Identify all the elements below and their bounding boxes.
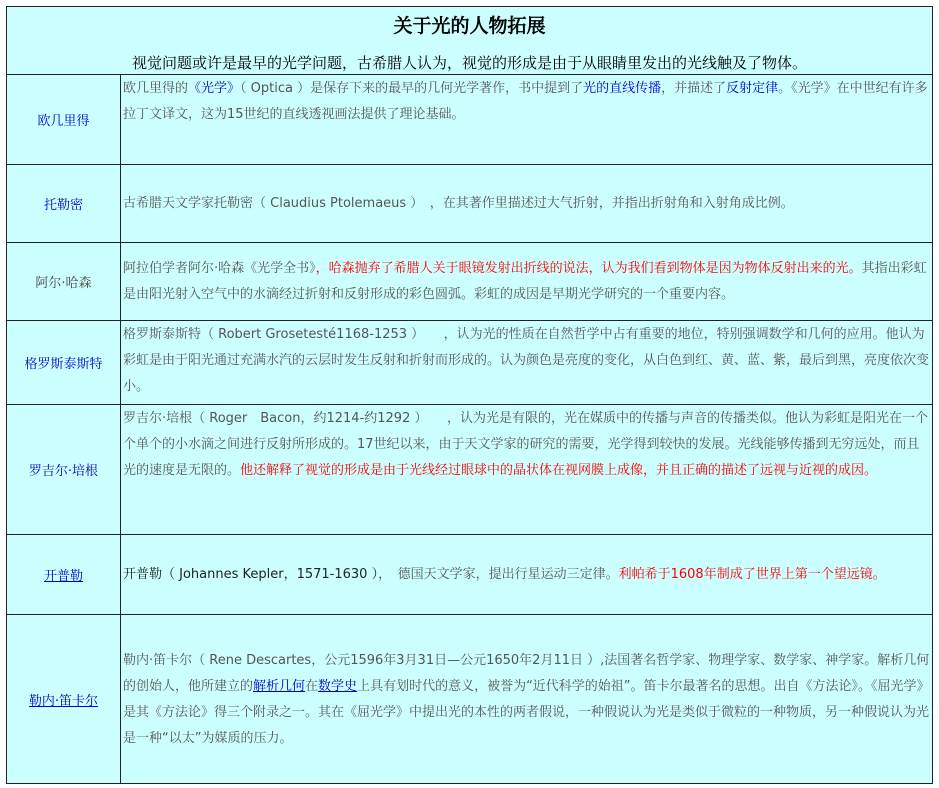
name-cell-bacon: 罗吉尔·培根: [7, 405, 121, 535]
analytic-geometry-link[interactable]: 解析几何: [253, 678, 306, 694]
desc-cell-euclid: [121, 75, 933, 165]
name-cell-ptolemy: 托勒密: [7, 165, 121, 243]
desc-cell-bacon: [121, 405, 933, 535]
table-row: [7, 405, 933, 535]
light-figures-table: [6, 6, 933, 784]
table-row: [7, 165, 933, 243]
desc-text: ，并描述了: [661, 81, 727, 96]
name-cell-alhazen: 阿尔·哈森: [7, 243, 121, 321]
highlight-text: 他还解释了视觉的形成是由于光线经过眼球中的晶状体在视网膜上成像，并且正确的描述了远视与近视的成因。: [240, 463, 878, 478]
table-row: [7, 75, 933, 165]
desc-text: 开普勒（ Johannes Kepler，1571-1630 ）: [123, 567, 379, 582]
desc-text: 。《光学》在中世纪有许多拉丁文译文，这为15世纪的直线透视画法提供了理论基础。: [123, 81, 928, 122]
table-row: [7, 243, 933, 321]
highlight-text: ，哈森抛弃了希腊人关于眼镜发射出折线的说法，认为我们看到物体是因为物体反射出来的光。: [315, 261, 862, 276]
desc-text: ， 德国天文学家，提出行星运动三定律。: [378, 567, 619, 582]
desc-cell-ptolemy: [121, 165, 933, 243]
desc-text: 格罗斯泰斯特（ Robert Grosetesté1168-1253 ） ，认为光的性质在自然哲学中占有重要的地位，特别强调数学和几何的应用。他认为彩虹是由于阳光通过充满水汽的云层时发生反射和折射而形成的。认为颜色是亮度的变化，从白色到红、黄、蓝、紫，最后到黑，亮度依次变小。: [123, 327, 930, 394]
desc-text: 罗吉尔·培根（ Roger Bacon，约1214-约1292 ） ，认为光是有限的，光在媒质中的传播与声音的传播类似。他认为彩虹是阳光在一个个单个的小水滴之间进行反射所形成的。17世纪以来，由于天文学家的研究的需要，光学得到较快的发展。光线能够传播到无穷远处，而且光的速度是无限的。: [123, 411, 928, 478]
rectilinear-propagation-link[interactable]: 光的直线传播: [583, 81, 662, 96]
desc-cell-kepler: [121, 535, 933, 615]
desc-text: （ Optica ）是保存下来的最早的几何光学著作，书中提到了: [240, 81, 584, 96]
table-row: [7, 615, 933, 784]
name-cell-euclid: 欧几里得: [7, 75, 121, 165]
name-link-descartes[interactable]: 勒内·笛卡尔: [7, 615, 121, 784]
name-link-kepler[interactable]: 开普勒: [7, 535, 121, 615]
table-row: [7, 535, 933, 615]
table-header: [7, 7, 933, 75]
desc-text: 阿拉伯学者阿尔·哈森《光学全书》: [123, 261, 316, 276]
reflection-law-link[interactable]: 反射定律: [726, 81, 779, 96]
desc-text: 其指出彩虹是由阳光射入空气中的水滴经过折射和反射形成的彩色圆弧。彩虹的成因是早期光学研究的一个重要内容。: [123, 261, 927, 302]
intro-text: 视觉问题或许是最早的光学问题，古希腊人认为，视觉的形成是由于从眼睛里发出的光线触及了物体。: [131, 54, 807, 72]
page-title: 关于光的人物拓展: [393, 15, 546, 37]
desc-text: 勒内·笛卡尔（ Rene Descartes，公元1596年3月31日—公元1650年2月11日 ）,法国著名哲学家、物理学家、数学家、神学家。解析几何的创始人，他所建立的: [123, 652, 930, 694]
table-row: [7, 321, 933, 405]
desc-cell-descartes: [121, 615, 933, 784]
math-history-link[interactable]: 数学史: [318, 678, 358, 694]
desc-text: 上具有划时代的意义，被誉为“近代科学的始祖”。笛卡尔最著名的思想。出自《方法论》。《屈光学》是其《方法论》得三个附录之一。其在《屈光学》中提出光的本性的两者假说，一种假说认为光是类似于微粒的一种物质，另一种假说认为光是一种“以太”为媒质的压力。: [123, 678, 930, 746]
name-cell-grosseteste: 格罗斯泰斯特: [7, 321, 121, 405]
highlight-text: 利帕希于1608年制成了世界上第一个望远镜。: [618, 567, 886, 582]
desc-cell-grosseteste: [121, 321, 933, 405]
desc-cell-alhazen: [121, 243, 933, 321]
desc-text: 欧几里得的: [123, 81, 189, 96]
desc-text: 古希腊天文学家托勒密（ Claudius Ptolemaeus ） ，在其著作里描述过大气折射，并指出折射角和入射角成比例。: [123, 196, 794, 211]
desc-text: 在: [305, 678, 319, 694]
optics-book-link[interactable]: 《光学》: [188, 81, 241, 96]
